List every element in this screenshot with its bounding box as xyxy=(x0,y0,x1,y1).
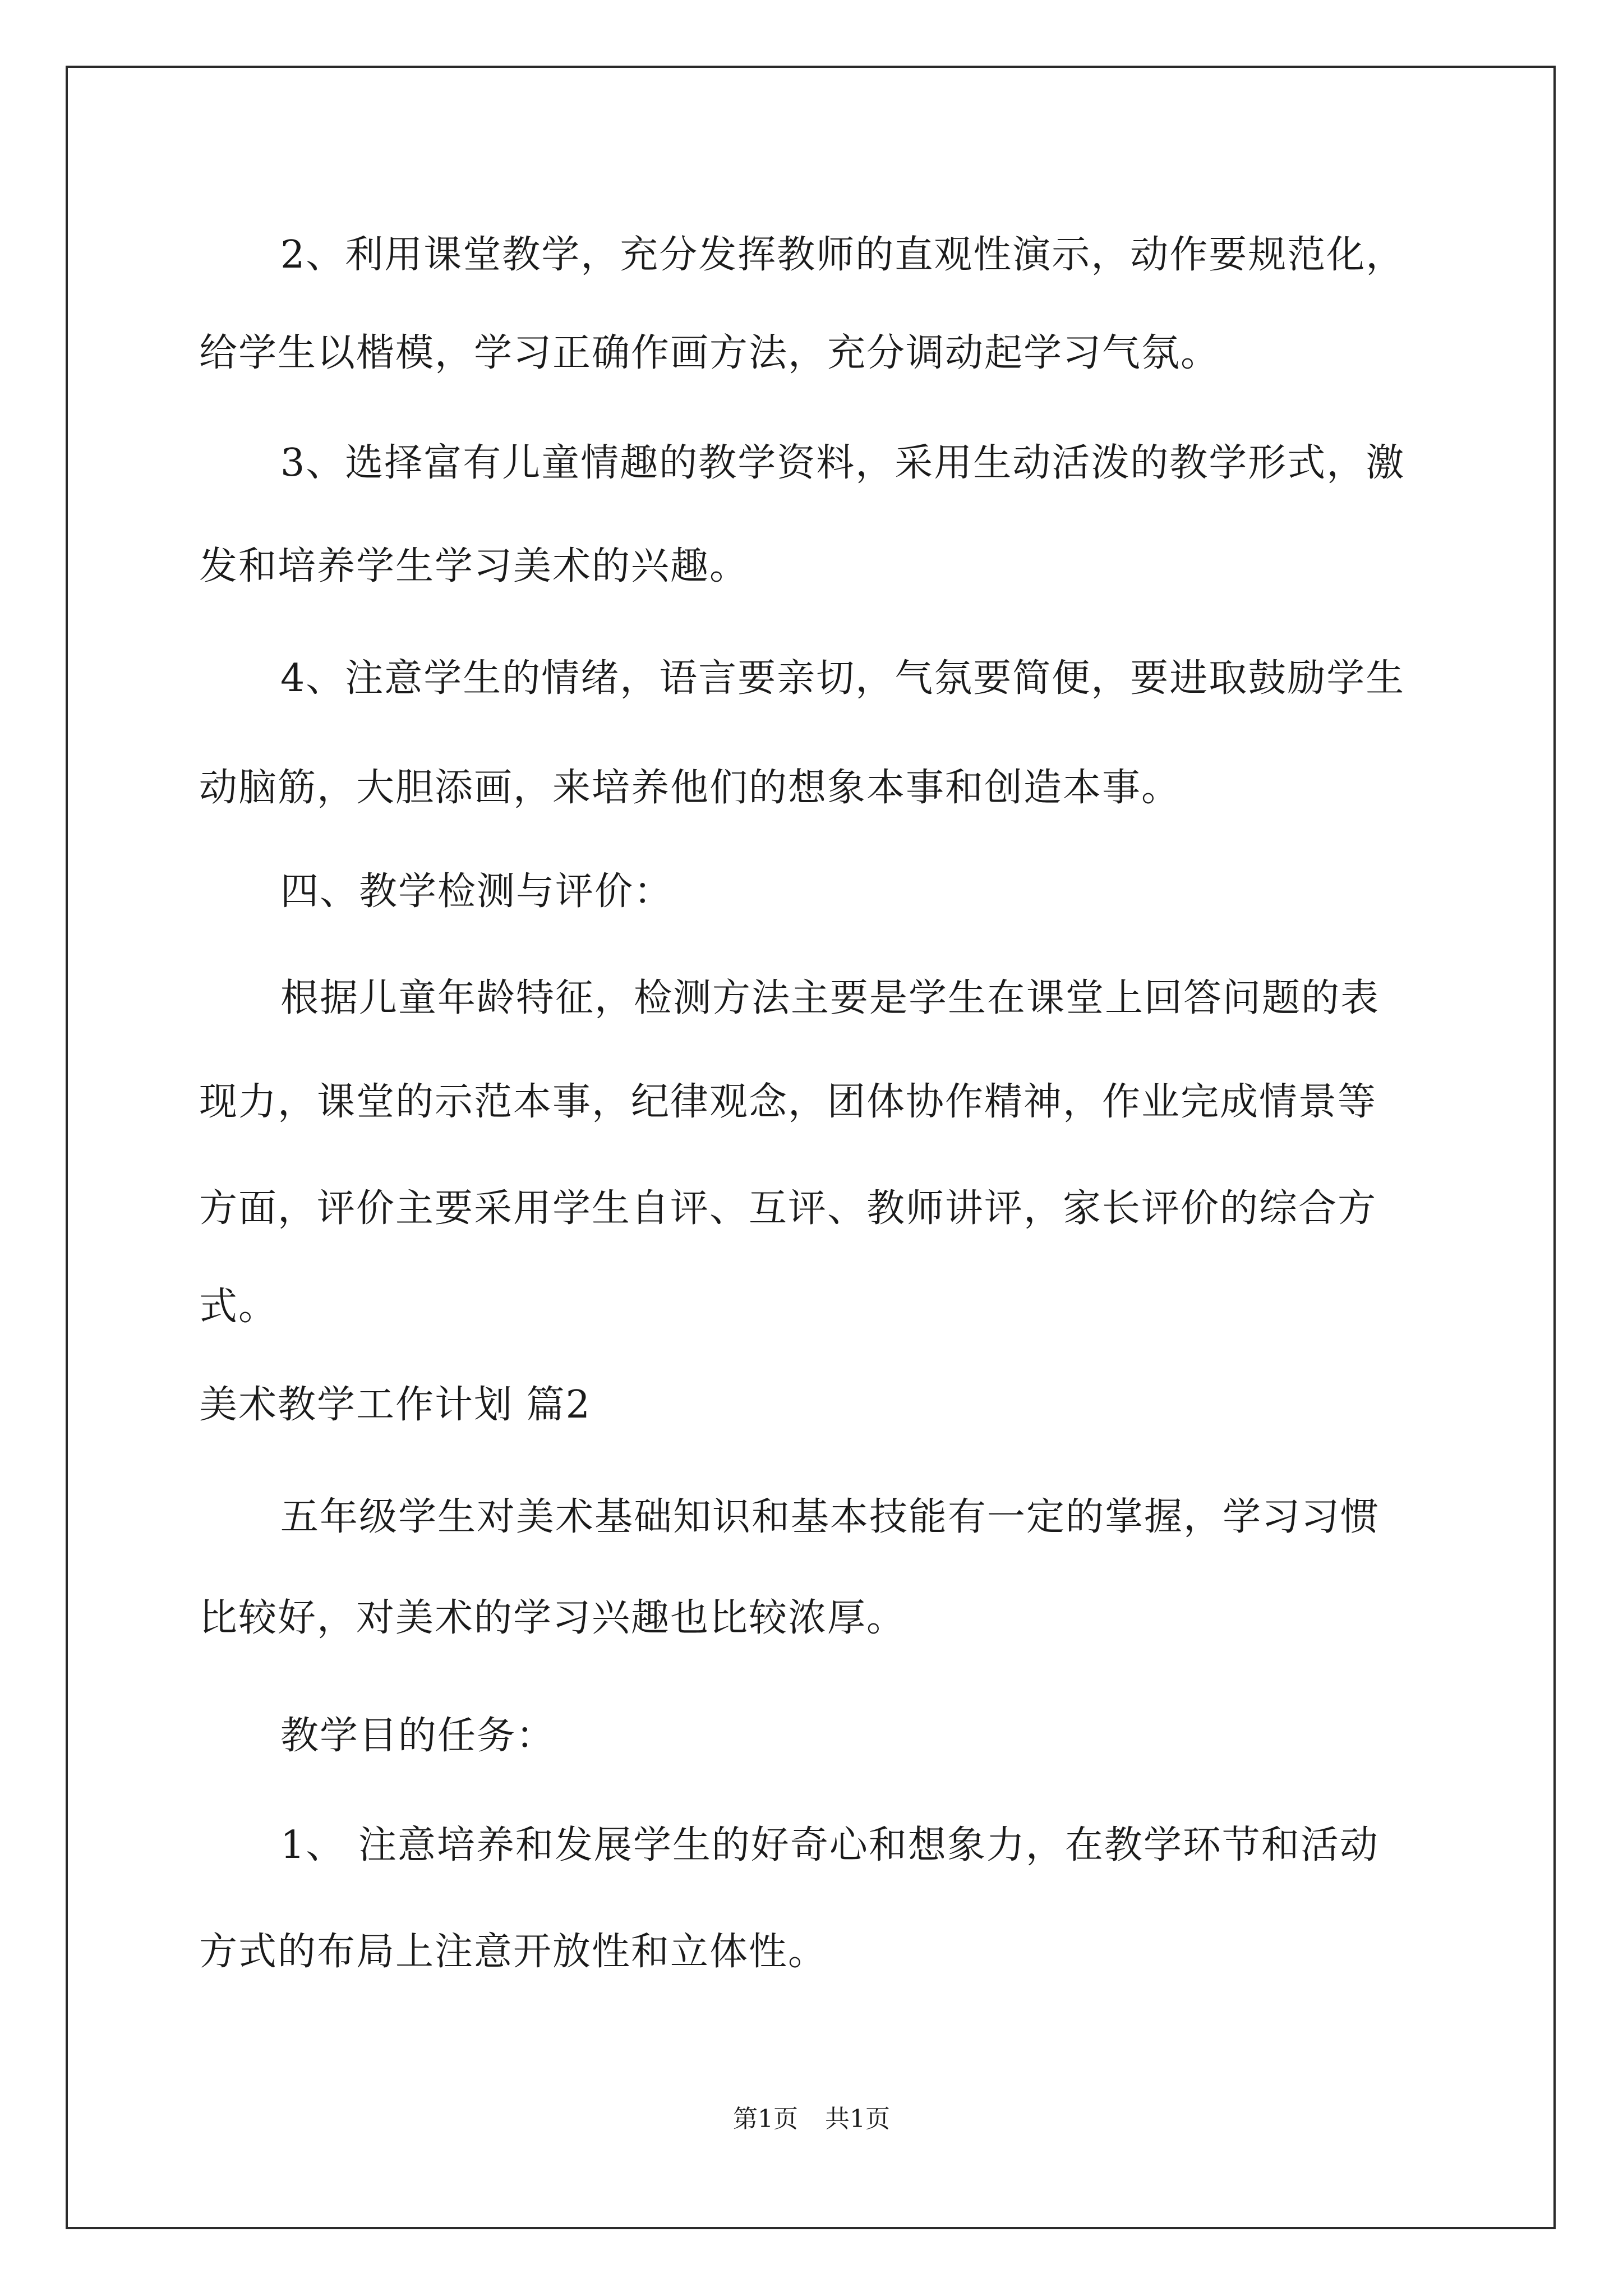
page-footer xyxy=(0,2102,1623,2136)
text-line: 五年级学生对美术基础知识和基本技能有一定的掌握，学习习惯 xyxy=(280,1495,1380,1539)
section-heading: 四、教学检测与评价： xyxy=(280,869,674,914)
page-border xyxy=(66,66,1556,2229)
text-line: 方面，评价主要采用学生自评、互评、教师讲评，家长评价的综合方 xyxy=(199,1186,1377,1231)
text-line: 比较好，对美术的学习兴趣也比较浓厚。 xyxy=(199,1596,906,1640)
text-line: 现力，课堂的示范本事，纪律观念，团体协作精神，作业完成情景等 xyxy=(199,1080,1377,1124)
page-number: 第1页 xyxy=(733,2105,798,2133)
text-line: 动脑筋，大胆添画，来培养他们的想象本事和创造本事。 xyxy=(199,766,1181,810)
section-heading: 教学目的任务： xyxy=(280,1714,556,1758)
text-line: 式。 xyxy=(199,1285,278,1329)
text-line: 2、利用课堂教学，充分发挥教师的直观性演示，动作要规范化， xyxy=(280,233,1405,277)
text-line: 方式的布局上注意开放性和立体性。 xyxy=(199,1930,828,1974)
text-line: 4、注意学生的情绪，语言要亲切，气氛要简便，要进取鼓励学生 xyxy=(280,656,1405,701)
page-total: 共1页 xyxy=(825,2105,890,2133)
text-line: 根据儿童年龄特征，检测方法主要是学生在课堂上回答问题的表 xyxy=(280,976,1380,1020)
document-title: 美术教学工作计划 篇2 xyxy=(199,1383,591,1427)
text-line: 发和培养学生学习美术的兴趣。 xyxy=(199,544,749,588)
text-line: 给学生以楷模，学习正确作画方法，充分调动起学习气氛。 xyxy=(199,331,1220,375)
text-line: 1、 注意培养和发展学生的好奇心和想象力，在教学环节和活动 xyxy=(280,1823,1379,1867)
text-line: 3、选择富有儿童情趣的教学资料，采用生动活泼的教学形式，激 xyxy=(280,441,1405,485)
